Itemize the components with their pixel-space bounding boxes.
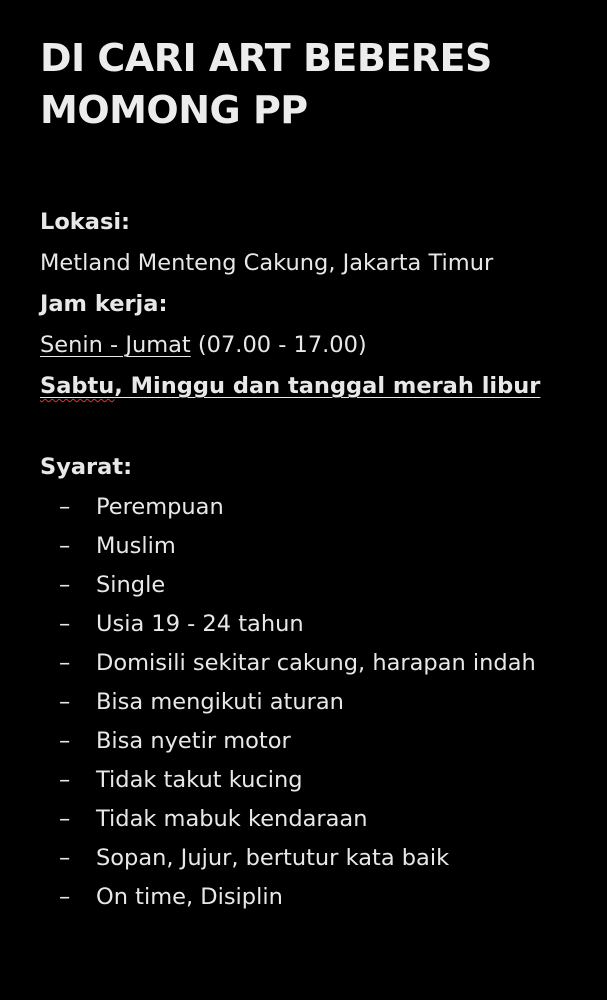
work-days: Senin - Jumat xyxy=(40,332,191,358)
work-hours-weekday xyxy=(40,325,580,366)
requirement-item xyxy=(40,644,580,683)
requirements-label: Syarat: xyxy=(40,454,133,480)
dash-bullet: – xyxy=(59,650,71,676)
details-section xyxy=(40,202,580,407)
title-line-2: MOMONG PP xyxy=(40,88,308,132)
requirement-item xyxy=(40,605,580,644)
holiday-rest: , Minggu dan tanggal merah libur xyxy=(114,373,541,399)
requirement-item xyxy=(40,839,580,878)
requirements-list xyxy=(40,488,580,917)
requirement-text: Tidak takut kucing xyxy=(96,767,303,793)
title-line-1: DI CARI ART BEBERES xyxy=(40,36,492,80)
requirement-item xyxy=(40,488,580,527)
location-label: Lokasi: xyxy=(40,209,131,235)
requirement-item xyxy=(40,761,580,800)
work-hours-label: Jam kerja: xyxy=(40,291,168,317)
requirement-text: Muslim xyxy=(96,533,176,559)
holiday-first-word: Sabtu xyxy=(40,373,115,399)
work-time: (07.00 - 17.00) xyxy=(190,332,367,358)
requirement-text: Tidak mabuk kendaraan xyxy=(96,806,368,832)
requirement-text: Bisa nyetir motor xyxy=(96,728,291,754)
requirement-item xyxy=(40,878,580,917)
dash-bullet: – xyxy=(59,728,71,754)
requirement-text: Sopan, Jujur, bertutur kata baik xyxy=(96,845,450,871)
location-value: Metland Menteng Cakung, Jakarta Timur xyxy=(40,250,494,276)
requirements-section xyxy=(40,447,580,917)
requirement-text: Perempuan xyxy=(96,494,224,520)
requirement-item xyxy=(40,722,580,761)
dash-bullet: – xyxy=(59,806,71,832)
dash-bullet: – xyxy=(59,572,71,598)
requirement-item xyxy=(40,800,580,839)
holiday-note xyxy=(40,366,580,407)
requirement-item xyxy=(40,527,580,566)
dash-bullet: – xyxy=(59,884,71,910)
dash-bullet: – xyxy=(59,689,71,715)
requirement-text: Usia 19 - 24 tahun xyxy=(96,611,304,637)
job-posting xyxy=(40,32,580,917)
requirement-text: Single xyxy=(96,572,166,598)
requirement-text: Domisili sekitar cakung, harapan indah xyxy=(96,650,536,676)
dash-bullet: – xyxy=(59,611,71,637)
requirement-text: On time, Disiplin xyxy=(96,884,283,910)
dash-bullet: – xyxy=(59,533,71,559)
posting-title xyxy=(40,32,580,136)
requirement-item xyxy=(40,566,580,605)
requirement-item xyxy=(40,683,580,722)
dash-bullet: – xyxy=(59,494,71,520)
requirement-text: Bisa mengikuti aturan xyxy=(96,689,344,715)
dash-bullet: – xyxy=(59,845,71,871)
dash-bullet: – xyxy=(59,767,71,793)
